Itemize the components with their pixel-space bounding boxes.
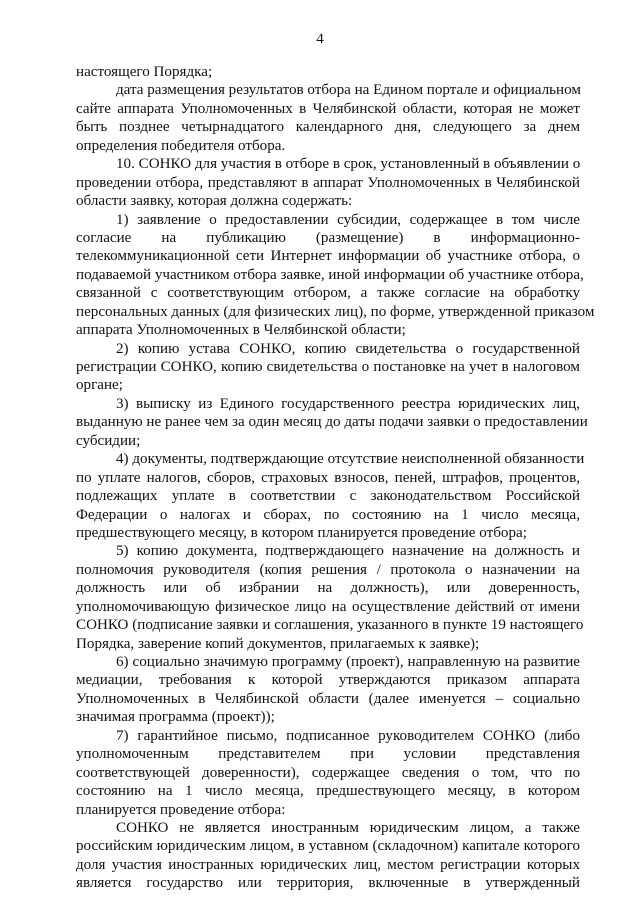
text-line: субсидии; <box>76 432 141 449</box>
text-line: должность или об избрании на должность), или доверенность, <box>76 580 580 597</box>
text-line: 6) социально значимую программу (проект), направленную на развитие <box>116 654 580 670</box>
text-line: соответствующей доверенности), содержащее сведения о том, что по <box>76 764 580 781</box>
text-line: сайте аппарата Уполномоченных в Челябинской области, которая не может <box>76 100 580 117</box>
text-line: Порядка, заверение копий документов, прилагаемых к заявке); <box>76 635 480 652</box>
text-line: российским юридическим лицом, в уставном (складочном) капитале которого <box>76 838 580 855</box>
text-line: является государство или территория, включенные в утвержденный <box>76 875 580 892</box>
text-line: согласие на публикацию (размещение) в информационно- <box>76 229 580 246</box>
text-line: проведении отбора, представляют в аппарат Уполномоченных в Челябинской <box>76 174 580 191</box>
page-number: 4 <box>316 31 324 47</box>
text-line: уполномочивающую физическое лицо на осуществление действий от имени <box>76 598 580 615</box>
text-line: подаваемой участником отбора заявке, иной информации об участнике отбора, <box>76 266 584 283</box>
text-line: 2) копию устава СОНКО, копию свидетельства о государственной <box>116 340 580 357</box>
text-line: предшествующего месяцу, в котором планируется проведение отбора; <box>76 524 527 541</box>
text-line: уполномоченным представителем при условии представления <box>76 746 580 763</box>
text-line: дата размещения результатов отбора на Едином портале и официальном <box>116 82 581 99</box>
text-line: 3) выписку из Единого государственного реестра юридических лиц, <box>116 395 580 412</box>
text-line: значимая программа (проект)); <box>76 709 275 726</box>
text-line: быть позднее четырнадцатого календарного дня, следующего за днем <box>76 119 580 136</box>
text-line: планируется проведение отбора: <box>76 801 286 818</box>
text-line: связанной с соответствующим отбором, а также согласие на обработку <box>76 285 580 302</box>
text-line: выданную не ранее чем за один месяц до даты подачи заявки о предоставлении <box>76 414 588 431</box>
text-line: настоящего Порядка; <box>76 64 213 80</box>
text-line: 4) документы, подтверждающие отсутствие неисполненной обязанности <box>116 451 585 468</box>
text-line: области заявку, которая должна содержать: <box>76 193 353 210</box>
text-line: состоянию на 1 число месяца, предшествующего месяцу, в котором <box>76 783 580 800</box>
text-line: персональных данных (для физических лиц), по форме, утвержденной приказом <box>76 303 595 320</box>
text-line: по уплате налогов, сборов, страховых взносов, пеней, штрафов, процентов, <box>76 469 580 486</box>
text-line: телекоммуникационной сети Интернет информации об участнике отбора, о <box>76 248 580 265</box>
text-line: 1) заявление о предоставлении субсидии, содержащее в том числе <box>116 211 580 228</box>
text-line: подлежащих уплате в соответствии с законодательством Российской <box>76 488 580 505</box>
text-line: доля участия иностранных юридических лиц, местом регистрации которых <box>76 856 580 873</box>
text-line: определения победителя отбора. <box>76 137 286 154</box>
document-body <box>76 63 595 893</box>
text-line: Уполномоченных в Челябинской области (далее именуется – социально <box>76 690 580 707</box>
text-line: полномочия руководителя (копия решения / протокола о назначении на <box>76 561 580 578</box>
text-line: 5) копию документа, подтверждающего назначение на должность и <box>116 543 580 560</box>
text-line: СОНКО (подписание заявки и соглашения, указанного в пункте 19 настоящего <box>76 617 584 634</box>
text-line: органе; <box>76 377 123 394</box>
text-line: 7) гарантийное письмо, подписанное руководителем СОНКО (либо <box>116 727 580 744</box>
text-line: 10. СОНКО для участия в отборе в срок, установленный в объявлении о <box>116 156 581 173</box>
text-line: регистрации СОНКО, копию свидетельства о постановке на учет в налоговом <box>76 359 580 375</box>
text-line: медиации, требования к которой утверждаются приказом аппарата <box>76 672 580 689</box>
text-line: аппарата Уполномоченных в Челябинской области; <box>76 322 406 339</box>
text-line: Федерации о налогах и сборах, по состоянию на 1 число месяца, <box>76 506 580 523</box>
text-line: СОНКО не является иностранным юридическим лицом, а также <box>116 819 580 836</box>
